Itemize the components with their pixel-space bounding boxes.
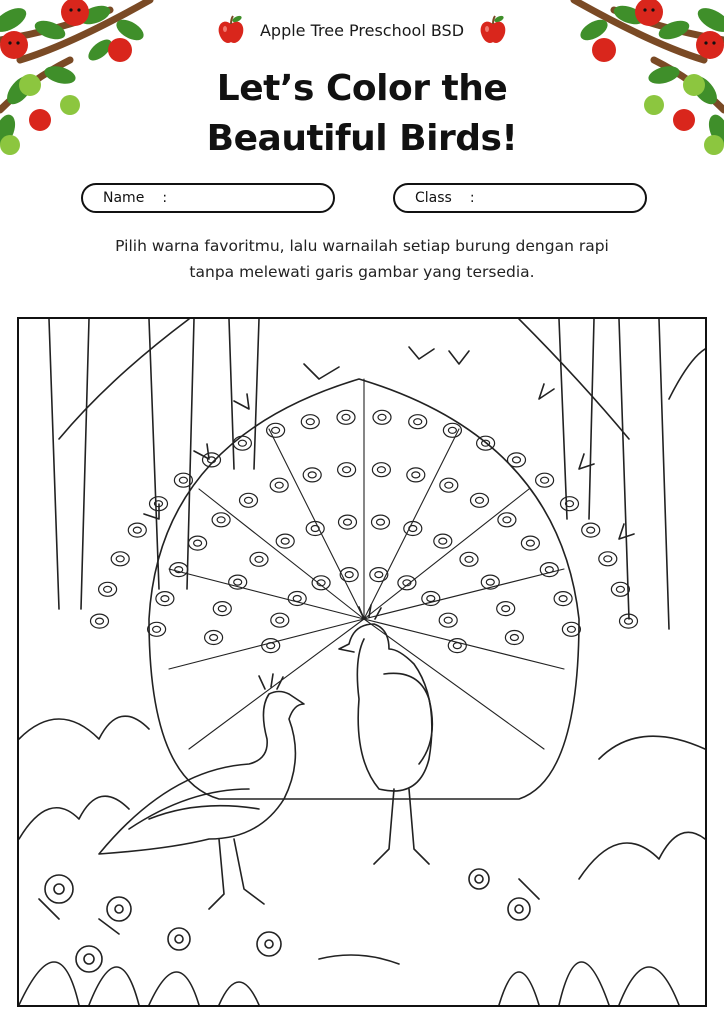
tail-eye-spot [276,534,294,548]
tail-eye-spot [212,513,230,527]
tail-eye-spot-center [377,519,385,525]
tail-eye-spot-center [311,526,319,532]
tail-eye-spot-center [486,579,494,585]
tail-eye-spot-center [545,567,553,573]
flowers [45,869,530,972]
tail-eye-spot-center [559,596,567,602]
instructions-line-1: Pilih warna favoritmu, lalu warnailah setiap burung dengan rapi [115,237,609,255]
tail-eye-spot [448,639,466,653]
tail-eye-spot [540,563,558,577]
peacock-illustration [19,319,705,1005]
tail-eye-spot [409,415,427,429]
tail-eye-spot [498,513,516,527]
tail-eye-spot-center [476,497,484,503]
tail-eye-spot [148,622,166,636]
tail-eye-spot-center [116,556,124,562]
tail-eye-spot-center [275,482,283,488]
tail-eye-spot [288,592,306,606]
tail-eye-spot-center [409,526,417,532]
peacock-body [339,605,432,864]
class-label: Class [415,190,452,206]
tail-eye-spot-center [194,540,202,546]
tail-eye-spot [128,523,146,537]
tail-eye-spot-center [510,635,518,641]
instructions-line-2: tanpa melewati garis gambar yang tersedia. [189,263,535,281]
tail-eye-spot-center [343,467,351,473]
tail-eye-spot [370,568,388,582]
tail-eye-spot-center [513,457,521,463]
tail-eye-spot [372,515,390,529]
tail-eye-spot-center [427,596,435,602]
tail-eye-spot [338,463,356,477]
tail-eye-spot-center [96,618,104,624]
class-field[interactable] [393,183,647,213]
tail-eye-spot [91,614,109,628]
tail-eye-spot-center [503,517,511,523]
tail-eye-spot [340,568,358,582]
tail-eye-spot-center [281,538,289,544]
tail-eye-spot [471,493,489,507]
tail-eye-spot-center [345,572,353,578]
tail-eye-spot [213,602,231,616]
tail-eye-spot [599,552,617,566]
tail-eye-spot-center [293,596,301,602]
tail-eye-spot-center [276,617,284,623]
tail-eye-spot [233,436,251,450]
tail-eye-spot [203,453,221,467]
tail-eye-spot [372,463,390,477]
tail-eye-spot [460,552,478,566]
tail-eye-spot [271,613,289,627]
tail-eye-spot [561,497,579,511]
tail-eye-spot [99,582,117,596]
apple-icon [216,14,246,46]
tail-eye-spot [554,592,572,606]
tail-eye-spot-center [377,467,385,473]
page-title [0,64,724,164]
tail-eye-spot-center [616,586,624,592]
tail-eye-spot [422,592,440,606]
tail-eye-spot-center [567,626,575,632]
tail-eye-spot [562,622,580,636]
tail-eye-spot-center [238,440,246,446]
tail-eye-spot [262,639,280,653]
tail-eye-spot-center [378,414,386,420]
apple-icon [478,14,508,46]
tail-eye-spot [521,536,539,550]
name-field[interactable] [81,183,335,213]
tail-eye-spot-center [210,635,218,641]
tail-eye-spot-center [104,586,112,592]
tail-eye-spot-center [448,427,456,433]
tail-eye-spot [439,613,457,627]
peacock-tail-fan [149,379,579,799]
tail-eye-spot [156,592,174,606]
tail-eye-spot-center [245,497,253,503]
tail-eye-spot-center [217,517,225,523]
tail-eye-spot-center [308,472,316,478]
tail-eye-spot [240,493,258,507]
tail-eye-spot [301,415,319,429]
tail-eye-spot [582,523,600,537]
tail-eye-spot [303,468,321,482]
school-header [0,14,724,46]
tail-eye-spot-center [453,643,461,649]
tail-eye-spot [508,453,526,467]
tail-eye-spot-center [412,472,420,478]
foreground-plants [19,716,705,1005]
tail-eye-spot [505,631,523,645]
tail-eye-spot-center [342,414,350,420]
tail-eye-spot [312,576,330,590]
tail-eye-spot-center [161,596,169,602]
name-separator: : [162,190,168,206]
coloring-illustration-frame [17,317,707,1007]
tail-eye-spot-center [267,643,275,649]
tail-eye-spot [497,602,515,616]
title-line-1: Let’s Color the [216,68,508,109]
tree-trunks [49,319,705,629]
tail-eye-spot-center [344,519,352,525]
tail-eye-spot-center [375,572,383,578]
tail-eye-spot [440,478,458,492]
tail-eye-spot-center [153,626,161,632]
tail-eye-spot-center [604,556,612,562]
tail-eye-spot-center [218,606,226,612]
tail-eye-spot-center [526,540,534,546]
tail-eye-spot [373,410,391,424]
tail-eye-spot-center [255,556,263,562]
tail-eye-spot-center [502,606,510,612]
tail-eye-spot-center [234,579,242,585]
tail-eye-spot-center [414,419,422,425]
tail-eye-spot [404,522,422,536]
tail-eye-spot [337,410,355,424]
tail-eye-spot [306,522,324,536]
tail-eye-spot-center [445,482,453,488]
tail-eye-spot-center [587,527,595,533]
name-label: Name [103,190,145,206]
tail-eye-spot [111,552,129,566]
tail-eye-spot-center [465,556,473,562]
tail-eye-spot [270,478,288,492]
tail-eye-spot-center [444,617,452,623]
tail-eye-spot-center [439,538,447,544]
tail-eye-spot [189,536,207,550]
tail-eye-spot-center [179,477,187,483]
class-separator: : [469,190,475,206]
tail-eye-spot [434,534,452,548]
tail-eye-spot-center [133,527,141,533]
tail-eye-spot [407,468,425,482]
tail-eye-spot-center [306,419,314,425]
tail-eye-spot [536,473,554,487]
tail-eye-spot [205,631,223,645]
tail-eye-spot [250,552,268,566]
instructions [60,233,664,285]
tail-eye-spot [339,515,357,529]
title-line-2: Beautiful Birds! [206,118,518,159]
tail-eye-spot [611,582,629,596]
tail-eye-spot-center [541,477,549,483]
tail-eye-spot [398,576,416,590]
tail-eye-spot-center [272,427,280,433]
school-name: Apple Tree Preschool BSD [259,20,465,40]
